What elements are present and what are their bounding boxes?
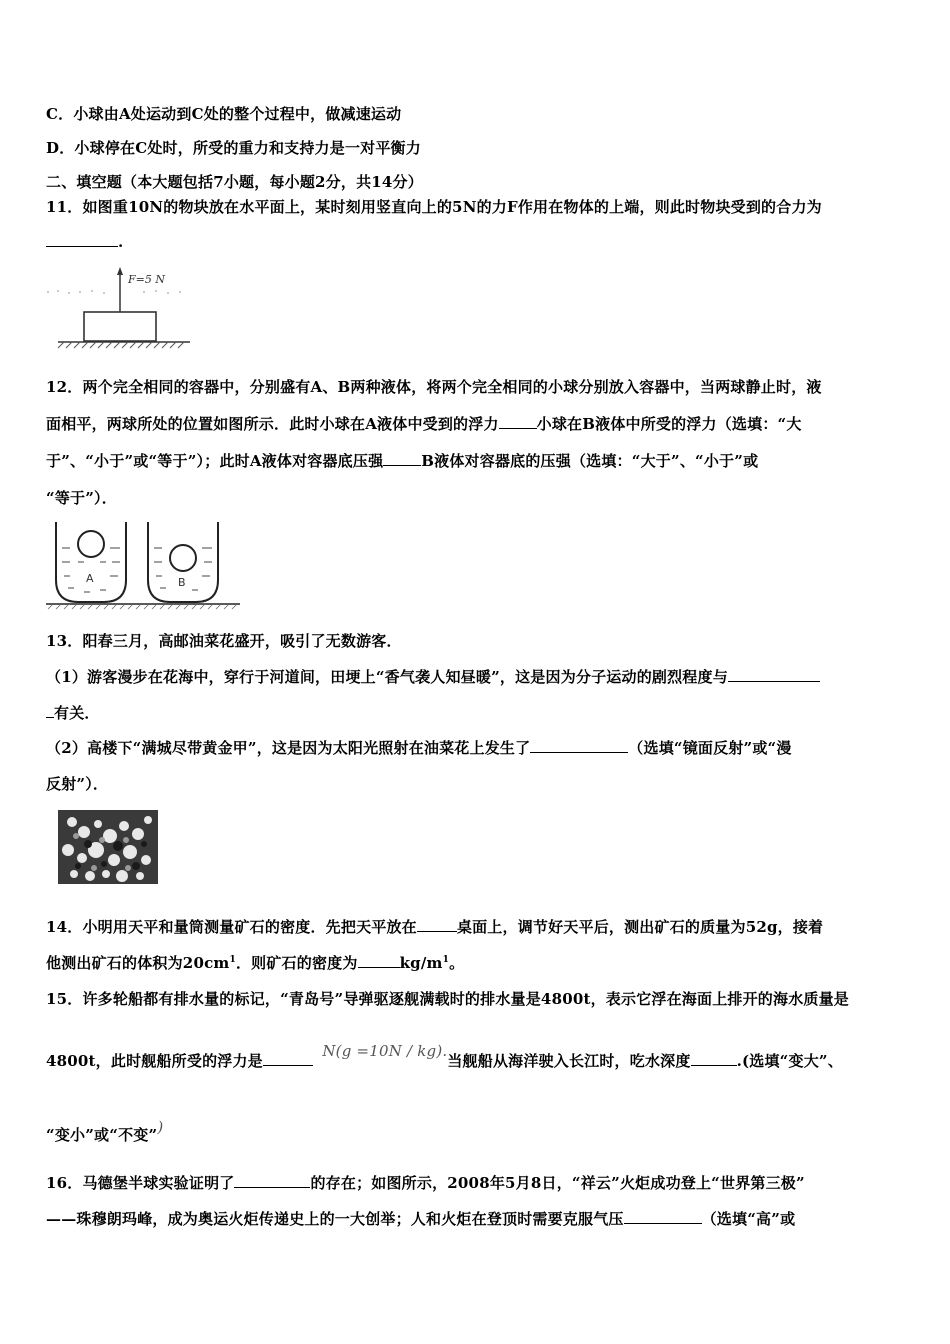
block	[84, 312, 156, 341]
q12-b1: 面相平，两球所处的位置如图所示．此时小球在A液体中受到的浮力	[46, 415, 499, 433]
q13-c: 有关．	[54, 704, 100, 722]
q13-b: （1）游客漫步在花海中，穿行于河道间，田埂上“香气袭人知昼暖”，这是因为分子运动的剧烈程度与	[46, 668, 728, 686]
q15-b2: 当舰船从海洋驶入长江时，吃水深度	[447, 1052, 691, 1070]
question-12-line1: 12．两个完全相同的容器中，分别盛有A、B两种液体，将两个完全相同的小球分别放入容器中，当两球静止时，液	[46, 378, 822, 396]
answer-blank[interactable]	[530, 738, 628, 753]
q14-b3: kg/m	[399, 954, 443, 972]
question-14-line1	[46, 916, 823, 937]
liquid-b-label: B	[178, 576, 186, 589]
q14-b4: 。	[449, 954, 465, 972]
answer-blank[interactable]	[624, 1209, 702, 1224]
answer-blank[interactable]	[417, 917, 457, 932]
answer-blank[interactable]	[46, 232, 118, 247]
q14-b2: ．则矿石的密度为	[235, 954, 358, 972]
q16-b2: （选填“高”或	[701, 1210, 796, 1228]
answer-blank[interactable]	[358, 953, 400, 968]
question-16-line2	[46, 1208, 795, 1229]
ball-b	[170, 545, 196, 571]
q14-a1: 14．小明用天平和量筒测量矿石的密度．先把天平放在	[46, 918, 417, 936]
question-12-line4: “等于”）．	[46, 489, 117, 507]
liquid-a-label: A	[86, 572, 94, 585]
question-13-line5: 反射”）．	[46, 775, 109, 793]
answer-blank[interactable]	[728, 667, 820, 682]
answer-blank[interactable]	[691, 1051, 737, 1066]
question-11-blank-line	[46, 232, 123, 251]
q15-b3: .(选填“变大”、	[736, 1052, 843, 1070]
question-12-line3	[46, 450, 758, 471]
q16-a1: 16．马德堡半球实验证明了	[46, 1174, 235, 1192]
q11-end: .	[118, 233, 124, 251]
question-12-line2	[46, 413, 802, 434]
q16-a2: 的存在；如图所示，2008年5月8日，“祥云”火炬成功登上“世界第三极”	[310, 1174, 805, 1192]
answer-blank[interactable]	[263, 1051, 313, 1066]
question-14-line2	[46, 952, 464, 973]
question-16-line1	[46, 1172, 805, 1193]
q14-sup2: 1	[442, 955, 450, 965]
q14-b1: 他测出矿石的体积为20cm	[46, 954, 230, 972]
force-label: F=5 N	[128, 273, 165, 286]
question-13-line3	[46, 702, 100, 723]
two-containers-figure	[44, 518, 244, 612]
question-13-line4	[46, 737, 792, 758]
q13-d2: （选填“镜面反射”或“漫	[628, 739, 792, 757]
question-15-line2	[46, 1042, 843, 1071]
block-force-figure	[44, 262, 194, 354]
question-11: 11．如图重10N的物块放在水平面上，某时刻用竖直向上的5N的力F作用在物体的上端，则此时物块受到的合力为	[46, 198, 822, 216]
answer-blank[interactable]	[383, 451, 421, 466]
option-d: D．小球停在C处时，所受的重力和支持力是一对平衡力	[46, 139, 421, 157]
q15-close-paren: )	[157, 1118, 164, 1136]
q16-b1: ——珠穆朗玛峰，成为奥运火炬传递史上的一大创举；人和火炬在登顶时需要克服气压	[46, 1210, 624, 1228]
q12-c1: 于”、“小于”或“等于”）；此时A液体对容器底压强	[46, 452, 384, 470]
q15-c: “变小”或“不变”	[46, 1126, 158, 1144]
question-13-line1: 13．阳春三月，高邮油菜花盛开，吸引了无数游客．	[46, 632, 402, 650]
option-c: C．小球由A处运动到C处的整个过程中，做减速运动	[46, 105, 402, 123]
question-15-line3	[46, 1118, 164, 1145]
q15-b1: 4800t，此时舰船所受的浮力是	[46, 1052, 263, 1070]
question-15-line1: 15．许多轮船都有排水量的标记，“青岛号”导弹驱逐舰满载时的排水量是4800t，表示它浮在海面上排开的海水质量是	[46, 990, 850, 1008]
q13-d1: （2）高楼下“满城尽带黄金甲”，这是因为太阳光照射在油菜花上发生了	[46, 739, 531, 757]
q14-a2: 桌面上，调节好天平后，测出矿石的质量为52g，接着	[456, 918, 824, 936]
answer-blank[interactable]	[234, 1173, 310, 1188]
answer-blank[interactable]	[46, 703, 54, 718]
answer-blank[interactable]	[499, 414, 537, 429]
q12-b2: 小球在B液体中所受的浮力（选填：“大	[536, 415, 802, 433]
question-13-line2	[46, 666, 820, 687]
q15-math: N(g =10N / kg).	[322, 1042, 448, 1060]
ball-a	[78, 531, 104, 557]
section-heading: 二、填空题（本大题包括7小题，每小题2分，共14分）	[46, 173, 423, 191]
q12-c2: B液体对容器底的压强（选填：“大于”、“小于”或	[421, 452, 759, 470]
rapeseed-flower-photo	[58, 810, 158, 884]
q14-sup: 1	[229, 955, 236, 965]
